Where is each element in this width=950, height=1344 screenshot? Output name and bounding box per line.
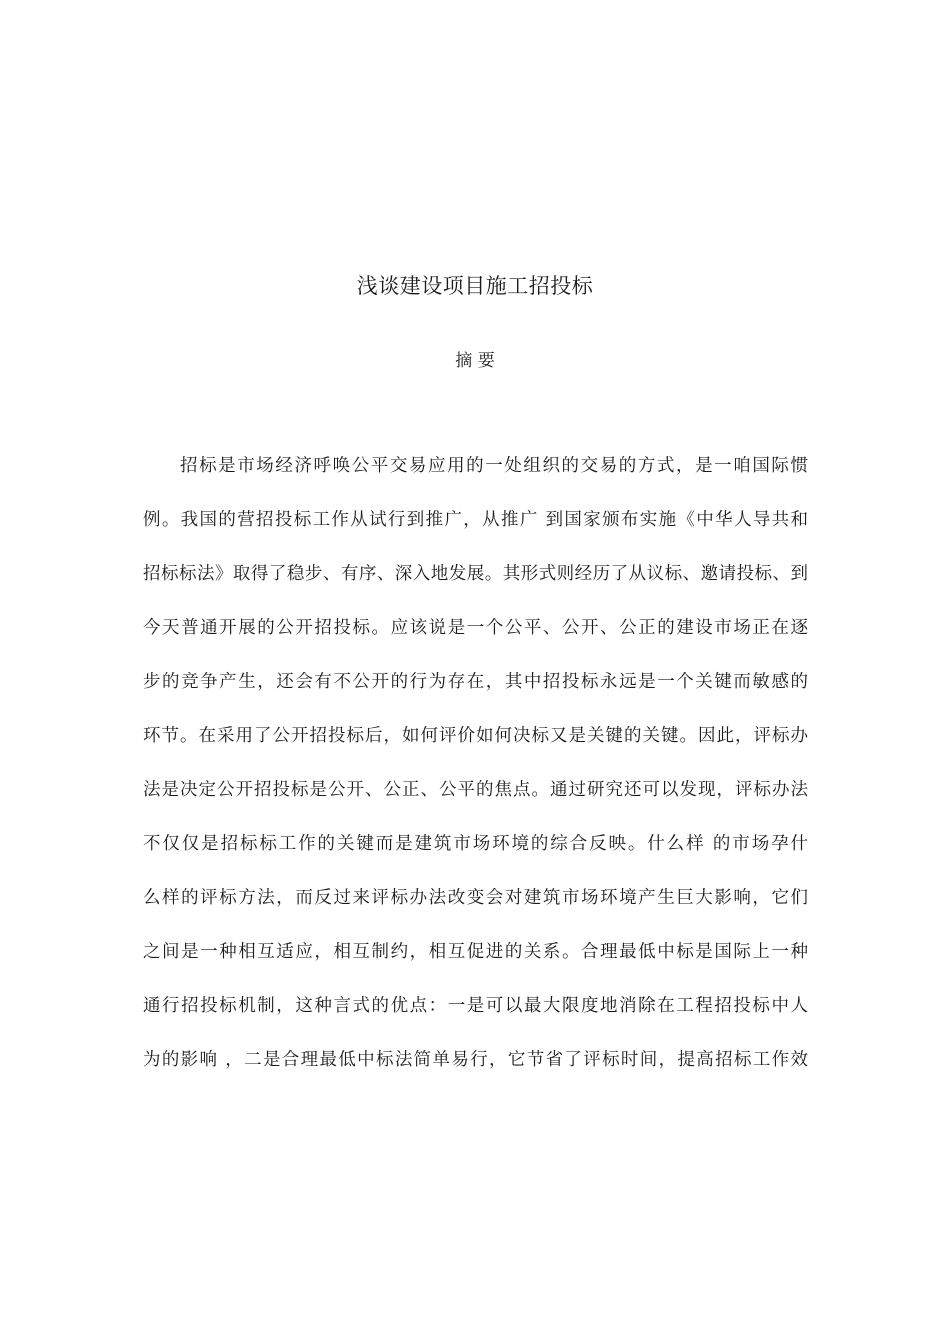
paragraph-line: 步的竞争产生，还会有不公开的行为存在，其中招投标永远是一个关键而敏感的	[143, 672, 808, 692]
paragraph-line: 为的影响 ，二是合理最低中标法简单易行，它节省了评标时间，提高招标工作效	[143, 1050, 808, 1070]
paragraph-line: 例。我国的营招投标工作从试行到推广，从推广 到国家颁布实施《中华人导共和	[143, 510, 808, 530]
document-title: 浅谈建设项目施工招投标	[356, 274, 594, 298]
paragraph-line: 通行招投标机制，这种言式的优点：一是可以最大限度地消除在工程招投标中人	[143, 996, 808, 1016]
paragraph-line: 不仅仅是招标标工作的关键而是建筑市场环境的综合反映。什么样 的市场孕什	[143, 834, 808, 854]
paragraph-line: 法是决定公开招投标是公开、公正、公平的焦点。通过研究还可以发现，评标办法	[143, 780, 808, 800]
paragraph-line: 今天普通开展的公开招投标。应该说是一个公平、公开、公正的建设市场正在逐	[143, 618, 808, 638]
paragraph-line: 之间是一种相互适应，相互制约，相互促进的关系。合理最低中标是国际上一种	[143, 942, 808, 962]
abstract-paragraph	[143, 452, 808, 1100]
paragraph-line: 招标是市场经济呼唤公平交易应用的一处组织的交易的方式，是一咱国际惯	[180, 456, 808, 476]
paragraph-line: 招标标法》取得了稳步、有序、深入地发展。其形式则经历了从议标、邀请投标、到	[143, 564, 808, 584]
abstract-heading: 摘 要	[455, 351, 495, 371]
paragraph-line: 么样的评标方法，而反过来评标办法改变会对建筑市场环境产生巨大影响，它们	[143, 888, 808, 908]
paragraph-line: 环节。在采用了公开招投标后，如何评价如何决标又是关键的关键。因此，评标办	[143, 726, 808, 746]
